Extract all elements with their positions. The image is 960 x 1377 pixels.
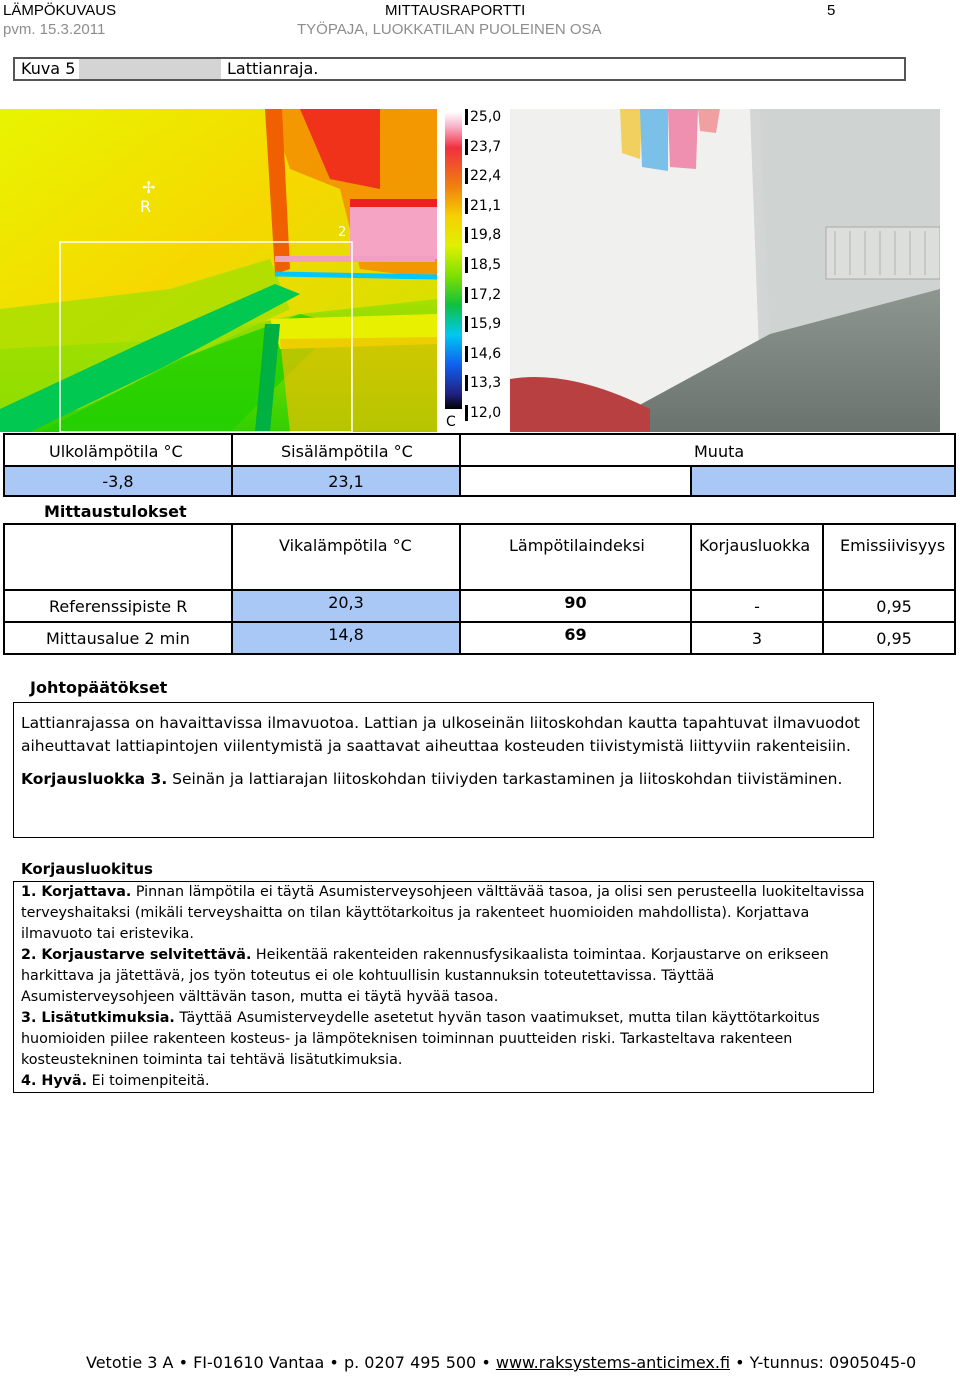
conclusions-action [21,768,866,791]
other-value-b [690,465,956,497]
figure-label: Kuva 5 [15,59,79,79]
scale-tick-label: 17,2 [465,287,501,303]
table-cell-temp: 20,3 [231,589,461,623]
table-cell-emissivity: 0,95 [822,589,956,623]
classes-title: Korjausluokitus [21,860,153,878]
scale-tick-label: 15,9 [465,316,501,332]
header-left-title: LÄMPÖKUVAUS [3,2,117,19]
figure-caption: Lattianraja. [221,59,904,79]
thermal-image [0,109,437,432]
bullet-icon: • [481,1353,491,1372]
other-value-a [459,465,692,497]
list-item: 2. Korjaustarve selvitettävä. Heikentää rakenteiden rakennusfysikaalista toimintaa. Korjaustarve on erikseen harkittava ja jätettävä, jos työn toteutus ei ole kohtuullisin kustannuksin toteutettavissa. Täyttää Asumisterveysohjeen välttävän tason, mutta ei täytä hyvää tasoa. [21,947,829,1005]
header-date: pvm. 15.3.2011 [3,21,106,38]
temperature-scale [437,109,510,432]
conclusions-box [13,702,874,838]
table-cell-emissivity: 0,95 [822,621,956,655]
reference-mark-label: R [140,197,152,216]
results-header-temp: Vikalämpötila °C [231,523,461,591]
scale-tick-label: 21,1 [465,198,501,214]
footer-postal: FI-01610 Vantaa [193,1353,325,1372]
other-header: Muuta [459,433,956,467]
scale-tick-label: 14,6 [465,346,501,362]
results-header-emissivity: Emissiivisyys [822,523,956,591]
list-item: 3. Lisätutkimuksia. Täyttää Asumisterveydelle asetetut hyvän tason vaatimukset, mutta tilan käyttötarkoitus huomioiden piilee rakenteen kosteus- ja lämpöteknisen toiminnan puutteiden riski. Tarkasteltava rakenteen kosteustekninen toiminta tai tehtävä lisätutkimuksia. [21,1010,820,1068]
scale-tick-label: 23,7 [465,139,501,155]
scale-tick-label: 19,8 [465,227,501,243]
indoor-temp-header: Sisälämpötila °C [231,433,461,467]
footer-address: Vetotie 3 A [86,1353,174,1372]
conclusions-class-label: Korjausluokka 3. [21,770,168,788]
table-row-label: Referenssipiste R [3,589,233,623]
bullet-icon: • [735,1353,745,1372]
table-cell-index: 69 [459,621,692,655]
scale-tick-label: 18,5 [465,257,501,273]
conclusions-class-text: Seinän ja lattiarajan liitoskohdan tiiviyden tarkastaminen ja liitoskohdan tiivistäminen. [167,770,843,788]
table-cell-class: 3 [690,621,824,655]
classes-box [13,881,874,1093]
table-cell-index: 90 [459,589,692,623]
indoor-temp-value: 23,1 [231,465,461,497]
results-header-index: Lämpötilaindeksi [459,523,692,591]
header-subtitle: TYÖPAJA, LUOKKATILAN PUOLEINEN OSA [297,21,602,38]
list-item: 1. Korjattava. Pinnan lämpötila ei täytä Asumisterveysohjeen välttävää tasoa, ja olisi sen perusteella luokiteltavissa terveyshaitaksi (mikäli terveyshaitta on tilan käyttötarkoitus ja rakenteet huomioiden mahdollista). Korjattava ilmavuoto tai eristevika. [21,884,865,942]
footer-website-link[interactable]: www.raksystems-anticimex.fi [495,1353,731,1372]
reference-crosshair-icon: ✢ [142,178,156,197]
area-mark-label: 2 [338,225,347,240]
scale-tick-label: 22,4 [465,168,501,184]
table-cell-class: - [690,589,824,623]
scale-tick-label: 12,0 [465,405,501,421]
footer [86,1353,916,1372]
results-header-class: Korjausluokka [690,523,824,591]
results-title: Mittaustulokset [44,502,187,521]
outdoor-temp-value: -3,8 [3,465,233,497]
footer-phone: p. 0207 495 500 [343,1353,477,1372]
scale-unit: C [446,414,456,430]
table-cell-temp: 14,8 [231,621,461,655]
page-number: 5 [827,2,836,19]
bullet-icon: • [329,1353,339,1372]
outdoor-temp-header: Ulkolämpötila °C [3,433,233,467]
room-photo [510,109,940,432]
conclusions-text: Lattianrajassa on havaittavissa ilmavuotoa. Lattian ja ulkoseinän liitoskohdan kautta tapahtuvat ilmavuodot aiheuttavat lattiapintojen viilentymistä ja saattavat aiheuttaa kosteuden tiivistymistä liittyviin rakenteisiin. [21,714,860,755]
bullet-icon: • [178,1353,188,1372]
header-center-title: MITTAUSRAPORTTI [385,2,526,19]
scale-tick-label: 13,3 [465,375,501,391]
scale-tick-label: 25,0 [465,109,501,125]
list-item: 4. Hyvä. Ei toimenpiteitä. [21,1073,210,1089]
footer-business-id: Y-tunnus: 0905045-0 [749,1353,917,1372]
conclusions-title: Johtopäätökset [30,678,168,697]
table-row-label: Mittausalue 2 min [3,621,233,655]
figure-caption-bar [13,57,906,81]
